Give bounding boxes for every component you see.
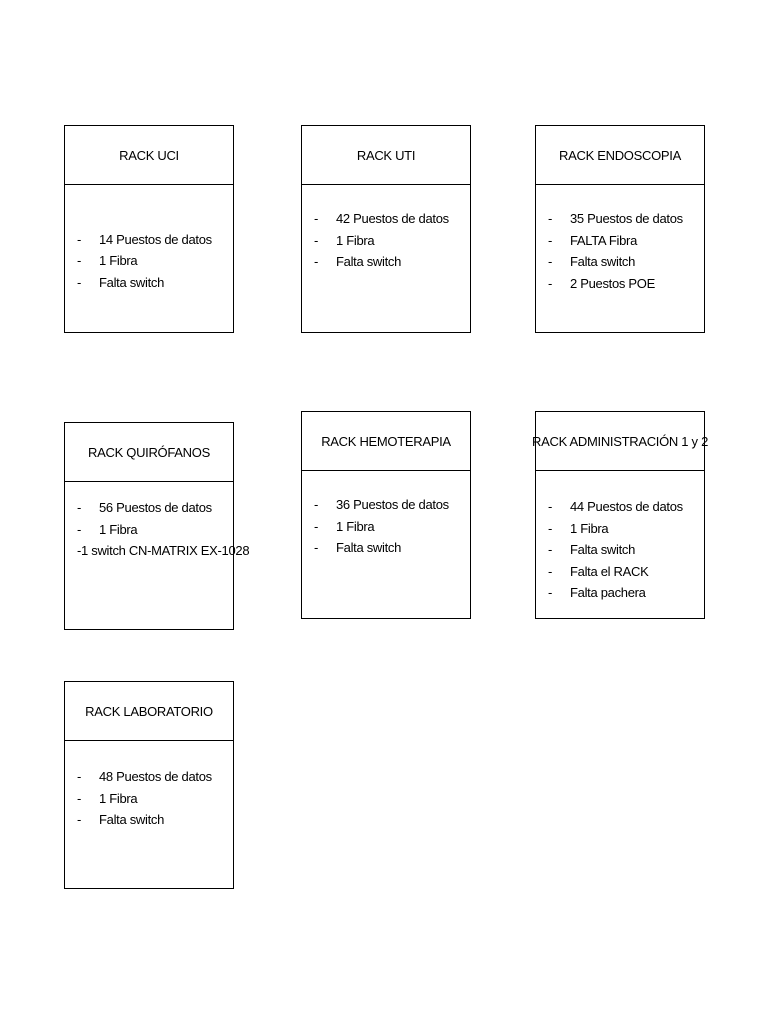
rack-items — [536, 184, 704, 332]
list-item: - 36 Puestos de datos — [314, 497, 449, 512]
rack-items — [536, 470, 704, 618]
list-item: - Falta pachera — [548, 585, 646, 600]
rack-title: RACK ENDOSCOPIA — [536, 126, 704, 185]
list-item: - FALTA Fibra — [548, 232, 638, 248]
list-item: - 1 Fibra — [77, 521, 138, 537]
list-item: - 1 Fibra — [314, 232, 375, 248]
list-item: - Falta switch — [548, 254, 636, 269]
list-item: - 1 Fibra — [77, 253, 138, 269]
rack-title: RACK LABORATORIO — [65, 682, 233, 741]
rack-laboratorio-box — [64, 681, 234, 889]
rack-title: RACK UTI — [302, 126, 470, 185]
rack-title: RACK UCI — [65, 126, 233, 185]
rack-hemoterapia-box — [301, 411, 471, 619]
rack-items — [65, 740, 233, 888]
list-item: - Falta switch — [77, 812, 165, 827]
list-item: - 2 Puestos POE — [548, 275, 655, 291]
list-item: - 1 Fibra — [548, 520, 609, 536]
list-item: - 42 Puestos de datos — [314, 211, 449, 226]
list-item: - 56 Puestos de datos — [77, 500, 212, 515]
rack-quirofanos-box — [64, 422, 250, 630]
list-item: - 1 Fibra — [77, 790, 138, 806]
list-item: - 44 Puestos de datos — [548, 499, 683, 514]
list-item: - Falta switch — [77, 274, 165, 290]
rack-items — [302, 470, 470, 618]
rack-title: RACK ADMINISTRACIÓN 1 y 2 — [536, 412, 704, 471]
list-item: - Falta el RACK — [548, 563, 649, 579]
list-item: - 1 switch CN-MATRIX EX-1028 — [77, 543, 250, 558]
rack-title: RACK HEMOTERAPIA — [302, 412, 470, 471]
list-item: - Falta switch — [314, 254, 402, 269]
rack-title: RACK QUIRÓFANOS — [65, 423, 233, 482]
list-item: - 1 Fibra — [314, 518, 375, 534]
rack-items — [65, 481, 250, 629]
list-item: - 35 Puestos de datos — [548, 211, 683, 226]
list-item: - Falta switch — [548, 542, 636, 557]
rack-items — [65, 184, 233, 332]
rack-endoscopia-box — [535, 125, 705, 333]
list-item: - 14 Puestos de datos — [77, 231, 212, 247]
rack-items — [302, 184, 470, 332]
list-item: - 48 Puestos de datos — [77, 769, 212, 784]
rack-uti-box — [301, 125, 471, 333]
list-item: - Falta switch — [314, 540, 402, 555]
rack-uci-box — [64, 125, 234, 333]
rack-administracion-box — [532, 411, 708, 619]
